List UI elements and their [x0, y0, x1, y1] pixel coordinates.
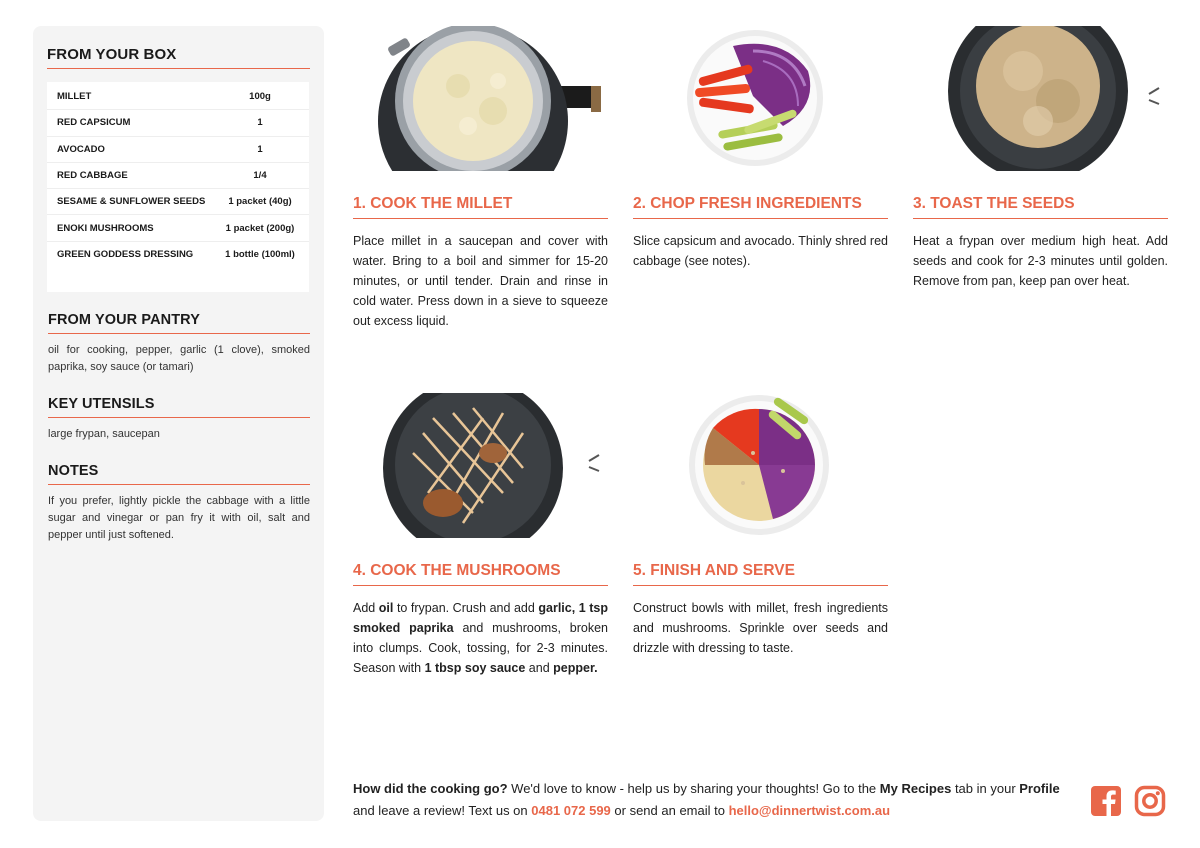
- ingredient-name: AVOCADO: [57, 143, 105, 155]
- ingredient-row: [47, 163, 309, 189]
- ingredient-name: RED CAPSICUM: [57, 117, 131, 129]
- ingredient-qty: 1: [257, 143, 263, 155]
- ingredient-qty: 1/4: [253, 170, 267, 182]
- footer-text: tab in your: [951, 781, 1020, 796]
- ingredient-qty: 1 bottle (100ml): [225, 249, 295, 261]
- millet-sieve-photo: [353, 26, 608, 171]
- step-title: 3. TOAST THE SEEDS: [913, 195, 1168, 219]
- ingredient-qty: 100g: [249, 91, 271, 103]
- pantry-section: [47, 312, 310, 376]
- pantry-text: oil for cooking, pepper, garlic (1 clove), smoked paprika, soy sauce (or tamari): [48, 344, 310, 373]
- footer-question: How did the cooking go?: [353, 781, 508, 796]
- body-bold: pepper.: [553, 661, 598, 675]
- body-text: to frypan. Crush and add: [393, 601, 539, 615]
- step-4: [353, 393, 608, 678]
- body-bold: oil: [378, 601, 394, 615]
- toasting-seeds-photo: [913, 26, 1168, 171]
- body-text: Add: [353, 601, 379, 615]
- step-title: 2. CHOP FRESH INGREDIENTS: [633, 195, 888, 219]
- ingredient-row: [47, 242, 309, 268]
- ingredient-row: [47, 110, 309, 136]
- ingredient-row: [47, 137, 309, 163]
- ingredient-row: [47, 215, 309, 241]
- my-recipes-label: My Recipes: [879, 781, 952, 796]
- ingredient-name: SESAME & SUNFLOWER SEEDS: [57, 196, 206, 208]
- step-body: Heat a frypan over medium high heat. Add seeds and cook for 2-3 minutes until golden. Remove from pan, keep pan over heat.: [913, 234, 1168, 288]
- mushrooms-pan-photo: [353, 393, 608, 538]
- email-link[interactable]: hello@dinnertwist.com.au: [728, 803, 891, 818]
- step-title: 5. FINISH AND SERVE: [633, 562, 888, 586]
- ingredient-name: ENOKI MUSHROOMS: [57, 222, 154, 234]
- body-text: and: [525, 661, 554, 675]
- finished-bowl-photo: [633, 393, 888, 538]
- instagram-icon[interactable]: [1134, 785, 1166, 817]
- ingredients-table: [47, 82, 309, 292]
- ingredient-name: GREEN GODDESS DRESSING: [57, 249, 194, 261]
- utensils-title: KEY UTENSILS: [48, 396, 310, 418]
- ingredient-name: RED CABBAGE: [57, 170, 128, 182]
- notes-title: NOTES: [48, 463, 310, 485]
- utensils-text: large frypan, saucepan: [48, 428, 160, 440]
- step-title: 1. COOK THE MILLET: [353, 195, 608, 219]
- step-body: [353, 598, 608, 678]
- ingredients-sidebar: [33, 26, 324, 821]
- review-footer: [353, 778, 1073, 822]
- footer-text: or send an email to: [610, 803, 729, 818]
- step-body: Place millet in a saucepan and cover with water. Bring to a boil and simmer for 15-20 minutes, or until tender. Drain and rinse in cold water. Press down in a sieve to squeeze out excess liquid.: [353, 234, 608, 328]
- step-title: 4. COOK THE MUSHROOMS: [353, 562, 608, 586]
- body-bold: garlic, 1 tsp smoked paprika: [353, 601, 608, 635]
- utensils-section: [47, 396, 310, 443]
- ingredient-row: [47, 189, 309, 215]
- body-bold: 1 tbsp soy sauce: [424, 661, 526, 675]
- ingredient-name: MILLET: [57, 91, 92, 103]
- notes-text: If you prefer, lightly pickle the cabbage with a little sugar and vinegar or pan fry it with oil, salt and pepper until just softened.: [48, 495, 310, 541]
- facebook-icon[interactable]: [1090, 785, 1122, 817]
- ingredient-qty: 1 packet (40g): [228, 196, 292, 208]
- notes-section: [47, 463, 310, 544]
- step-1: [353, 26, 608, 331]
- body-text: and mushrooms, broken into clumps. Cook, tossing, for 2-3 minutes. Season with: [353, 621, 609, 675]
- phone-link[interactable]: 0481 072 599: [531, 803, 611, 818]
- ingredient-row: [47, 84, 309, 110]
- footer-text: and leave a review! Text us on: [353, 803, 532, 818]
- step-3: [913, 26, 1168, 291]
- fresh-ingredients-photo: [633, 26, 888, 171]
- profile-label: Profile: [1019, 781, 1060, 796]
- step-body: Construct bowls with millet, fresh ingredients and mushrooms. Sprinkle over seeds and drizzle with dressing to taste.: [633, 601, 888, 655]
- pantry-title: FROM YOUR PANTRY: [48, 312, 310, 334]
- step-body: Slice capsicum and avocado. Thinly shred red cabbage (see notes).: [633, 234, 888, 268]
- ingredient-qty: 1 packet (200g): [225, 222, 295, 234]
- step-5: [633, 393, 888, 658]
- box-section-title: FROM YOUR BOX: [47, 46, 310, 69]
- footer-text: We'd love to know - help us by sharing your thoughts! Go to the: [507, 781, 880, 796]
- step-2: [633, 26, 888, 271]
- ingredient-qty: 1: [257, 117, 263, 129]
